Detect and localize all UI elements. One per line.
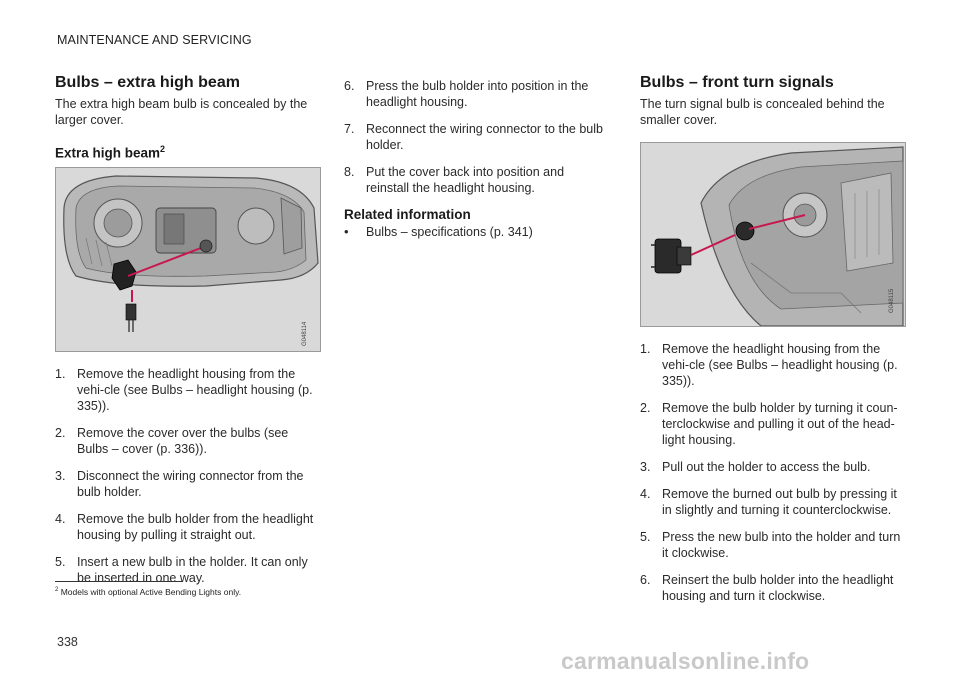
list-item [344,164,610,196]
steps-list-extra-high-beam [55,366,321,586]
step-text: Reinsert the bulb holder into the headlight housing and turn it clockwise. [662,573,894,603]
step-text: Reconnect the wiring connector to the bulb holder. [366,122,603,152]
step-number: 2. [640,401,651,415]
step-number: 6. [640,573,651,587]
list-item [55,511,321,543]
step-text: Press the bulb holder into position in the headlight housing. [366,79,589,109]
intro-front-turn-signals: The turn signal bulb is concealed behind the smaller cover. [640,97,885,127]
figure-code-label: G048115 [889,288,895,313]
step-text: Remove the headlight housing from the vehi-cle (see Bulbs – headlight housing (p. 335)). [77,366,313,413]
step-text: Insert a new bulb in the holder. It can only be inserted in one way. [77,554,308,585]
step-number: 5. [640,530,651,544]
step-number: 5. [55,554,66,569]
list-item [640,486,906,518]
step-number: 2. [55,425,66,440]
step-number: 1. [640,342,651,356]
list-item [640,572,906,604]
step-number: 3. [640,460,651,474]
intro-extra-high-beam: The extra high beam bulb is concealed by the larger cover. [55,97,308,127]
footnote-marker: 2 [55,587,59,594]
list-item [640,459,906,475]
step-text: Disconnect the wiring connector from the bulb holder. [77,468,304,499]
related-links-list [344,224,610,240]
list-item [344,121,610,153]
list-item [55,425,321,457]
step-text: Remove the headlight housing from the vehi-cle (see Bulbs – headlight housing (p. 335)). [662,342,898,388]
column-front-turn-signals [640,74,906,615]
list-item [55,468,321,500]
figure-code-label: G048114 [302,321,308,346]
list-item [640,400,906,448]
list-item [344,78,610,110]
steps-list-continued [344,78,610,196]
step-text: Press the new bulb into the holder and turn it clockwise. [662,530,901,560]
related-information-heading: Related information [344,207,471,222]
list-item [640,341,906,389]
step-text: Remove the bulb holder from the headlight housing by pulling it straight out. [77,511,314,542]
step-text: Remove the cover over the bulbs (see Bulbs – cover (p. 336)). [77,425,289,456]
footnote-reference: 2 [160,144,166,154]
section-title-extra-high-beam: Bulbs – extra high beam [55,74,240,91]
subheading-extra-high-beam [55,144,321,161]
page-header-section: MAINTENANCE AND SERVICING [57,33,252,47]
column-continued-steps [344,78,610,240]
step-number: 6. [344,79,355,93]
related-link[interactable]: • Bulbs – specifications (p. 341) [344,224,610,240]
step-text: Remove the bulb holder by turning it coun-terclockwise and pulling it out of the head-light housing. [662,401,898,447]
subheading-text: Extra high beam [55,145,161,161]
step-text: Pull out the holder to access the bulb. [662,460,871,474]
figure-extra-high-beam [55,167,321,352]
step-number: 3. [55,468,66,483]
headlight-illustration [56,168,320,351]
figure-front-turn-signals [640,142,906,327]
step-text: Remove the burned out bulb by pressing it in slightly and turning it counterclockwise. [662,487,897,517]
footnote-text: Models with optional Active Bending Lights only. [60,587,242,597]
steps-list-front-turn-signals [640,341,906,604]
list-item [55,366,321,414]
step-number: 8. [344,165,355,179]
section-title-front-turn-signals: Bulbs – front turn signals [640,74,834,91]
footnote [55,587,241,597]
footnote-divider [55,581,183,582]
step-number: 4. [55,511,66,526]
step-text: Put the cover back into position and reinstall the headlight housing. [366,165,565,195]
step-number: 7. [344,122,355,136]
column-extra-high-beam [55,74,321,597]
step-number: 4. [640,487,651,501]
turn-signal-illustration [641,143,905,326]
page-number: 338 [57,635,78,649]
list-item [640,529,906,561]
watermark: carmanualsonline.info [561,648,810,674]
step-number: 1. [55,366,66,381]
